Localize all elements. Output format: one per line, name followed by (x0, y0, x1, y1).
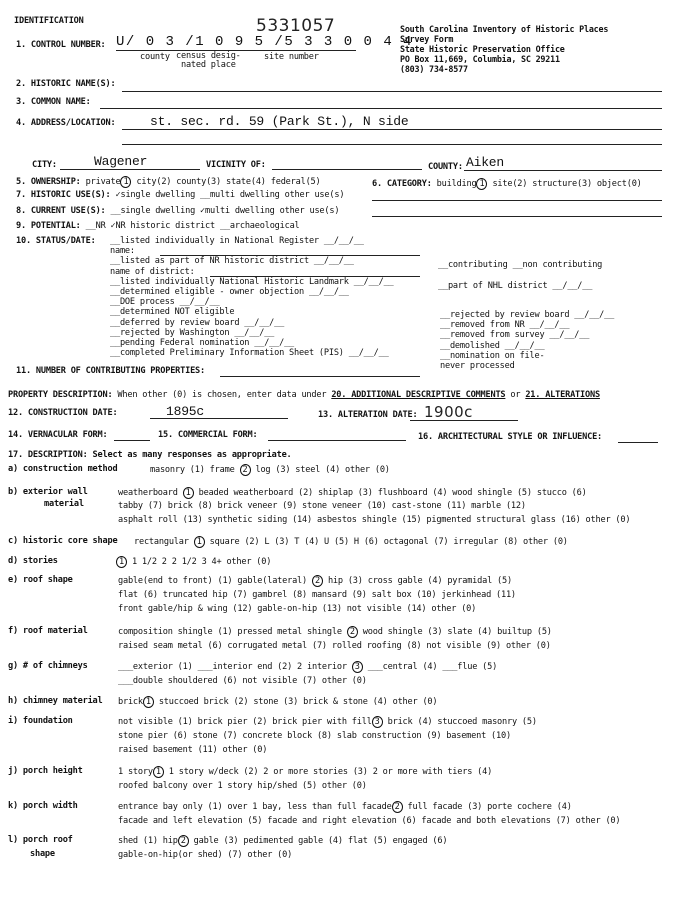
potential-options[interactable]: __NR ✓NR historic district __archaeological (85, 221, 300, 231)
option-text: 1 story w/deck (2) 2 or more stories (3) 2 or more with tiers (4) (163, 767, 493, 777)
porch-roof-options-1[interactable] (118, 835, 447, 847)
option-text: log (3) steel (4) other (0) (250, 465, 390, 475)
status-item: never processed (440, 361, 515, 372)
foundation-label: i) foundation (8, 716, 73, 726)
porch-roof-label-2: shape (30, 849, 55, 859)
historic-use-label: 7. HISTORIC USE(S): (16, 190, 111, 200)
option-text: brick (4) stuccoed masonry (5) (382, 717, 537, 727)
selected-choice[interactable]: 2 (392, 801, 403, 813)
roof-material-label: f) roof material (8, 626, 88, 636)
option-text: 1 1/2 2 2 1/2 3 4+ other (0) (126, 557, 272, 567)
core-shape-label: c) historic core shape (8, 536, 118, 546)
caption-line: census desig- (176, 51, 241, 61)
option-text: hip (3) cross gable (4) pyramidal (5) (322, 576, 512, 586)
selected-choice[interactable]: 2 (347, 626, 358, 638)
status-item[interactable]: __pending Federal nomination __/__/__ (110, 338, 295, 349)
option-text: full facade (3) porte cochere (4) (402, 802, 572, 812)
historic-use-options[interactable]: ✓single dwelling __multi dwelling other use(s) (115, 190, 345, 200)
handwritten-site-number: 5331057 (256, 16, 336, 36)
selected-choice[interactable]: 1 (153, 766, 164, 778)
status-right-column (440, 310, 614, 371)
option-text: weatherboard (118, 488, 183, 498)
exterior-wall-options-2[interactable]: tabby (7) brick (8) brick veneer (9) stone veneer (10) cast-stone (11) marble (12) (118, 501, 526, 511)
construction-method-options[interactable] (150, 464, 390, 476)
option-text: shed (1) hip (118, 836, 178, 846)
selected-choice[interactable]: 1 (183, 487, 194, 499)
contributing-properties-label: 11. NUMBER OF CONTRIBUTING PROPERTIES: (16, 366, 206, 376)
address-label: 4. ADDRESS/LOCATION: (16, 118, 116, 128)
status-contributing[interactable]: __contributing __non contributing (438, 260, 603, 270)
agency-block (400, 24, 608, 74)
status-item[interactable]: __nomination on file- (440, 350, 545, 361)
roof-material-options-1[interactable] (118, 626, 552, 638)
status-nhl-district[interactable]: __part of NHL district __/__/__ (438, 281, 593, 291)
status-item[interactable]: __removed from survey __/__/__ (440, 330, 590, 341)
chimneys-options-1[interactable] (118, 661, 497, 673)
status-item[interactable]: __removed from NR __/__/__ (440, 320, 570, 331)
porch-height-label: j) porch height (8, 766, 83, 776)
status-item: name of district: (110, 266, 195, 277)
option-text: stuccoed brick (2) stone (3) brick & stone (4) other (0) (153, 697, 438, 707)
alteration-date-label: 13. ALTERATION DATE: (318, 410, 418, 420)
category-options: site(2) structure(3) object(0) (492, 179, 642, 189)
roof-shape-label: e) roof shape (8, 575, 73, 585)
porch-roof-label: l) porch roof (8, 835, 73, 845)
county-value[interactable]: Aiken (466, 155, 505, 170)
caption-line: nated place (180, 60, 236, 70)
current-use-row (16, 206, 339, 216)
ownership-row (16, 176, 321, 188)
chimney-material-label: h) chimney material (8, 696, 103, 706)
selected-choice[interactable]: 1 (116, 556, 127, 568)
property-description-row (8, 390, 600, 400)
comments-reference: 20. ADDITIONAL DESCRIPTIVE COMMENTS (331, 390, 506, 400)
status-item[interactable]: __listed individually in National Register __/__/__ (110, 236, 364, 246)
property-description-text: When other (0) is chosen, enter data under (112, 390, 332, 400)
exterior-wall-label-2: material (44, 499, 84, 509)
stories-label: d) stories (8, 556, 58, 566)
roof-material-options-2[interactable]: raised seam metal (6) corrugated metal (7) rolled roofing (8) not visible (9) other (0) (118, 641, 551, 651)
core-shape-options[interactable] (134, 536, 568, 548)
current-use-options[interactable]: __single dwelling ✓multi dwelling other use(s) (110, 206, 340, 216)
site-caption: site number (264, 52, 319, 62)
city-label: CITY: (32, 160, 57, 170)
category-row (372, 178, 642, 190)
option-text: rectangular (134, 537, 194, 547)
option-text: square (2) L (3) T (4) U (5) H (6) octagonal (7) irregular (8) other (0) (204, 537, 568, 547)
identification-heading: IDENTIFICATION (14, 16, 84, 26)
vernacular-form-label: 14. VERNACULAR FORM: (8, 430, 108, 440)
stories-options[interactable] (116, 556, 271, 568)
construction-method-label: a) construction method (8, 464, 118, 474)
ownership-label: 5. OWNERSHIP: (16, 177, 81, 187)
porch-width-options-2[interactable]: facade and left elevation (5) facade and right elevation (6) facade and both elevations (7) other (0) (118, 816, 621, 826)
construction-date-value[interactable]: 1895c (166, 404, 205, 419)
option-text: 1 story (118, 767, 153, 777)
category-building: building (436, 179, 477, 189)
status-date-label: 10. STATUS/DATE: (16, 236, 96, 246)
selected-choice[interactable]: 2 (178, 835, 189, 847)
county-caption: county (140, 52, 170, 62)
control-number-value[interactable]: U/ 0 3 /1 0 9 5 /5 3 3 0 0 4 4 (116, 34, 414, 50)
foundation-options-3[interactable]: raised basement (11) other (0) (118, 745, 268, 755)
option-text: brick (118, 697, 143, 707)
address-value[interactable]: st. sec. rd. 59 (Park St.), N side (150, 114, 409, 129)
option-text: beaded weatherboard (2) shiplap (3) flushboard (4) wood shingle (5) stucco (6) (193, 488, 587, 498)
alterations-reference: 21. ALTERATIONS (525, 390, 600, 400)
status-item: name: (110, 246, 135, 257)
potential-row (16, 221, 300, 231)
status-item[interactable]: __listed as part of NR historic district __/__/__ (110, 256, 354, 267)
city-value[interactable]: Wagener (94, 154, 148, 169)
porch-height-options-1[interactable] (118, 766, 492, 778)
category-label: 6. CATEGORY: (372, 179, 432, 189)
porch-width-label: k) porch width (8, 801, 78, 811)
option-text: ___central (4) ___flue (5) (362, 662, 498, 672)
agency-line: Survey Form (400, 34, 454, 44)
chimneys-options-2[interactable]: ___double shouldered (6) not visible (7) other (0) (118, 676, 367, 686)
selected-choice[interactable]: 3 (352, 661, 363, 673)
option-text: masonry (1) frame (150, 465, 240, 475)
option-text: wood shingle (3) slate (4) builtup (5) (357, 627, 552, 637)
agency-line: (803) 734-8577 (400, 64, 468, 74)
chimneys-label: g) # of chimneys (8, 661, 88, 671)
option-text: gable (3) pedimented gable (4) flat (5) engaged (6) (188, 836, 448, 846)
agency-line: PO Box 11,669, Columbia, SC 29211 (400, 54, 560, 64)
vicinity-label: VICINITY OF: (206, 160, 266, 170)
description-heading: 17. DESCRIPTION: Select as many responses as appropriate. (8, 450, 292, 460)
historic-name-label: 2. HISTORIC NAME(S): (16, 79, 116, 89)
ownership-private-choice[interactable]: 1 (120, 176, 131, 188)
option-text: entrance bay only (1) over 1 bay, less than full facade (118, 802, 392, 812)
alteration-date-value[interactable]: 1900c (424, 403, 473, 421)
option-text: not visible (1) brick pier (2) brick pier with fill (118, 717, 372, 727)
selected-choice[interactable]: 2 (240, 464, 251, 476)
status-item[interactable]: __rejected by review board __/__/__ (440, 310, 615, 320)
foundation-options-2[interactable]: stone pier (6) stone (7) concrete block (8) slab construction (9) basement (10) (118, 731, 511, 741)
status-item[interactable]: __completed Preliminary Information Sheet (PIS) __/__/__ (110, 348, 389, 359)
selected-choice[interactable]: 3 (372, 716, 383, 728)
status-item[interactable]: __rejected by Washington __/__/__ (110, 327, 275, 338)
roof-shape-options-3[interactable]: front gable/hip & wing (12) gable-on-hip (13) not visible (14) other (0) (118, 604, 477, 614)
status-item[interactable]: __deferred by review board __/__/__ (110, 317, 285, 328)
potential-label: 9. POTENTIAL: (16, 221, 81, 231)
county-label: COUNTY: (428, 162, 463, 172)
roof-shape-options-1[interactable] (118, 575, 512, 587)
chimney-material-options[interactable] (118, 696, 437, 708)
option-text: gable(end to front) (1) gable(lateral) (118, 576, 312, 586)
selected-choice[interactable]: 2 (312, 575, 323, 587)
status-item[interactable]: __determined NOT eligible (110, 307, 235, 318)
status-item[interactable]: __listed individually National Historic Landmark __/__/__ (110, 276, 394, 287)
agency-line: State Historic Preservation Office (400, 44, 565, 54)
control-number-label: 1. CONTROL NUMBER: (16, 40, 106, 50)
porch-width-options-1[interactable] (118, 801, 572, 813)
exterior-wall-label: b) exterior wall (8, 487, 88, 497)
census-caption (176, 52, 241, 70)
ownership-private: private (85, 177, 121, 187)
status-item[interactable]: __demolished __/__/__ (440, 340, 545, 351)
option-text: ___exterior (1) ___interior end (2) 2 interior (118, 662, 352, 672)
historic-use-row (16, 190, 344, 200)
selected-choice[interactable]: 1 (143, 696, 154, 708)
porch-height-options-2[interactable]: roofed balcony over 1 story hip/shed (5) other (0) (118, 781, 367, 791)
selected-choice[interactable]: 1 (194, 536, 205, 548)
porch-roof-options-2[interactable]: gable-on-hip(or shed) (7) other (0) (118, 850, 293, 860)
property-description-label: PROPERTY DESCRIPTION: (8, 390, 113, 400)
exterior-wall-options-3[interactable]: asphalt roll (13) synthetic siding (14) asbestos shingle (15) pigmented structural glass (16) other (0) (118, 515, 631, 525)
or-text: or (505, 390, 526, 400)
exterior-wall-options-1[interactable] (118, 487, 587, 499)
common-name-label: 3. COMMON NAME: (16, 97, 91, 107)
commercial-form-label: 15. COMMERCIAL FORM: (158, 430, 258, 440)
option-text: composition shingle (1) pressed metal shingle (118, 627, 347, 637)
architectural-style-label: 16. ARCHITECTURAL STYLE OR INFLUENCE: (418, 432, 603, 442)
status-item[interactable]: __DOE process __/__/__ (110, 297, 220, 308)
current-use-label: 8. CURRENT USE(S): (16, 206, 106, 216)
category-building-choice[interactable]: 1 (476, 178, 487, 190)
foundation-options-1[interactable] (118, 716, 537, 728)
agency-line: South Carolina Inventory of Historic Places (400, 24, 609, 34)
construction-date-label: 12. CONSTRUCTION DATE: (8, 408, 118, 418)
status-item[interactable]: __determined eligible - owner objection __/__/__ (110, 287, 349, 298)
ownership-options: city(2) county(3) state(4) federal(5) (136, 177, 321, 187)
roof-shape-options-2[interactable]: flat (6) truncated hip (7) gambrel (8) mansard (9) salt box (10) jerkinhead (11) (118, 590, 516, 600)
